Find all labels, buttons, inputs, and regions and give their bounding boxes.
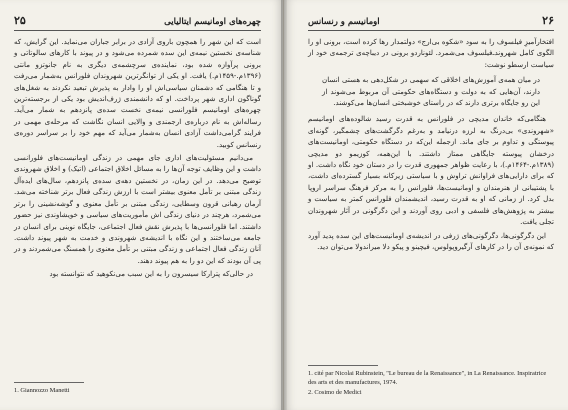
paragraph: این دگرگونی‌ها، دگرگونی‌های ژرفی در اندیشه‌ی اومانیست‌های این سده پدید آورد که نمونه‌ی آن را در کارهای آرگیروپولوس، فیچینو و پیکو دلا میراندولا می‌توان دید. xyxy=(308,230,554,251)
left-page-header xyxy=(14,14,261,31)
paragraph: می‌دانیم مسئولیت‌های اداری جای مهمی در زندگی اومانیست‌های فلورانسی داشت و این وظایف توجه آن‌ها را به مسائل اخلاق اجتماعی (اتیک) و اخلاق شهروندی توضیح می‌دهد. در این زمان، در نخستین دهه‌ی سده‌ی پانزدهم، سال‌های ایده‌آل زندگی مبتنی بر تأمل معنوی بیشتر است با ارزش زندگی فعال برتر شناخته می‌شد. آرمان رهبانی قرون وسطایی، زندگی مبتنی بر تأمل معنوی و گوشه‌نشینی را برتر می‌شمرد، هرچند در دنیای زندگی اش مأموریت‌های سیاسی و خویشاوندی نیز حضور داشتند. اما فلورانسی‌ها با پذیرش نقش فعال اجتماعی، جایگاه نوینی برای انسان در جامعه می‌ساختند و این نگاه با اندیشه‌ی شهروندی و خدمت به شهر پیوند داشت. آنان زندگی فعال اجتماعی و زندگی مبتنی بر تأمل معنوی را همسنگ می‌شمردند و در پی آن بودند که این دو را به هم پیوند دهند. xyxy=(14,153,261,265)
right-body-text-top xyxy=(308,36,554,70)
footnote: 1. cité par Nicolai Rubinstein, "Le bureau de la Renaissance", in La Renaissance. Inspiratrice des arts et des manufactures, 1974. xyxy=(308,370,547,386)
paragraph: است که این شهر را همچون باروی آزادی در برابر جباران می‌نماید. این گرایش، که شناسه‌ی نخستین نیمه‌ی این سده شمرده می‌شود و در پیوند با کارهای سالوتاتی و برونی پرآوازه شده بود، نماینده‌ی سرچشمه‌ی دیگری به نام جانوتزو مانتی (۱۳۹۶م.-۱۴۵۹م.) یافت. او یکی از توانگرترین شهروندان فلورانس به‌شمار می‌رفت و تا هنگامی که دشمنان سیاسی‌اش او را وادار به پذیرش تبعید نکردند به شغل‌های گوناگون اداری شهر پرداخت. او که دانشمندی ژرف‌اندیش بود یکی از برجسته‌ترین چهره‌های اومانیسم فلورانسی نیمه‌ی نخست سده‌ی پانزدهم به شمار می‌آید. رساله‌اش به نام درباره‌ی ارجمندی و والایی انسان نگاشت که مرحله‌ی مهمی در فرایند گرامی‌داشت آزادی انسان به‌شمار می‌آید که مهم خود را بر سراسر دوره‌ی رنسانس کوبید. xyxy=(14,37,261,149)
left-body-text xyxy=(14,36,261,280)
right-body-text-bottom xyxy=(308,113,554,252)
footnote-rule xyxy=(14,382,84,383)
footnote: 2. Cosimo de Medici xyxy=(308,389,362,396)
right-running-head: اومانیسم و رنسانس xyxy=(308,17,380,27)
block-quote: در میان همه‌ی آموزش‌های اخلاقی که سهمی در شکل‌دهی به هستی انسان دارند، آن‌هایی که به دولت و دستگاه‌های حکومتی آن مربوط می‌شوند از این رو جایگاه برتری دارند که در راستای خوشبختی انسان‌ها می‌کوشند. xyxy=(322,75,540,108)
right-page xyxy=(284,0,568,410)
paragraph: در حالی‌که پترارکا سیسرون را به این سبب می‌نکوهید که نتوانسته بود xyxy=(49,269,253,279)
right-page-number: ۲۶ xyxy=(542,14,554,27)
paragraph: افتخارآمیزِ فیلسوف را به سود «شکوه بی‌ارج» دولتمدار رها کرده است، برونی او را الگوی کامل شهروند‌ـ‌فیلسوف می‌شمرد. لئوناردو برونی در دیباچه‌ی ترجمه‌ی خود از سیاست ارسطو نوشت: xyxy=(308,37,554,69)
left-page-number: ۲۵ xyxy=(14,14,26,27)
footnote: 1. Giannozzo Manetti xyxy=(14,387,70,394)
right-page-header xyxy=(308,14,554,31)
right-footnotes xyxy=(308,359,554,398)
left-footnotes xyxy=(14,376,264,396)
footnote-rule xyxy=(308,365,378,366)
book-spine-shadow xyxy=(281,0,287,410)
left-running-head: چهره‌های اومانیسم ایتالیایی xyxy=(164,17,261,27)
paragraph: هنگامی‌که خاندان مدیچی در فلورانس به قدرت رسید شالوده‌های اومانیسم «شهروندی» بی‌درنگ به لرزه درنیامد و به‌رغم دگرگشت‌های چشمگیر، گونه‌ای پیوستگی و تداوم بر جای ماند. ازجمله این‌که در دستگاه حکومتی، اومانیست‌های درخشان پیوسته جایگاهی ممتاز داشتند. با این‌همه، کوزیمو دو مدیچی (۱۳۸۹م.-۱۴۶۴م.)، با رعایت ظواهر جمهوری قدرت را در دستان خود نگاه داشت. او که برای دارایی‌های فراوانش تراوش و با سیاستی زیرکانه بسیار گسترده‌ای داشت، با پشتیبانی از هنرمندان و اومانیست‌ها، فلورانس را به مرکز فرهنگ سراسر اروپا بدل کرد. از زمانی که او به قدرت رسید، اندیشمندان فلورانس کمتر به سیاست و بیشتر به پژوهش‌های فلسفی و ادبی روی آوردند و این دگرگونی در آثار شهروندان تجلی یافت. xyxy=(308,114,554,227)
